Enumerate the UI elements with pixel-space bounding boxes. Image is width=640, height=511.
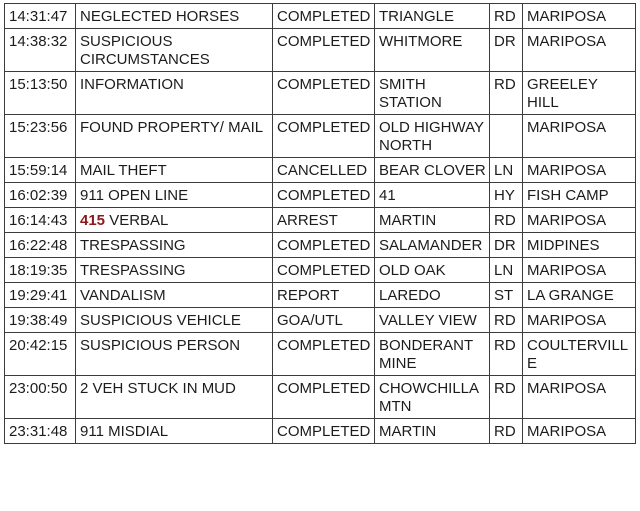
disposition-cell: COMPLETED	[273, 233, 375, 258]
street-suffix-cell: LN	[490, 258, 523, 283]
table-row	[5, 72, 636, 115]
street-cell: TRIANGLE	[375, 4, 490, 29]
table-row	[5, 183, 636, 208]
table-row	[5, 233, 636, 258]
disposition-cell: ARREST	[273, 208, 375, 233]
street-cell: BONDERANT MINE	[375, 333, 490, 376]
time-cell: 15:59:14	[5, 158, 76, 183]
city-cell: GREELEY HILL	[523, 72, 636, 115]
time-cell: 14:31:47	[5, 4, 76, 29]
time-cell: 20:42:15	[5, 333, 76, 376]
time-cell: 16:02:39	[5, 183, 76, 208]
table-row	[5, 283, 636, 308]
street-suffix-cell: ST	[490, 283, 523, 308]
time-cell: 16:14:43	[5, 208, 76, 233]
street-cell: MARTIN	[375, 208, 490, 233]
street-suffix-cell: RD	[490, 333, 523, 376]
description-cell: TRESPASSING	[76, 258, 273, 283]
city-cell: MARIPOSA	[523, 29, 636, 72]
street-suffix-cell: RD	[490, 72, 523, 115]
street-suffix-cell: HY	[490, 183, 523, 208]
street-cell: CHOWCHILLA MTN	[375, 376, 490, 419]
penal-code-highlight: 415	[80, 212, 106, 229]
description-cell: VANDALISM	[76, 283, 273, 308]
street-cell: WHITMORE	[375, 29, 490, 72]
street-cell: 41	[375, 183, 490, 208]
city-cell: MARIPOSA	[523, 4, 636, 29]
street-cell: SALAMANDER	[375, 233, 490, 258]
street-cell: BEAR CLOVER	[375, 158, 490, 183]
street-cell: SMITH STATION	[375, 72, 490, 115]
street-cell: VALLEY VIEW	[375, 308, 490, 333]
city-cell: FISH CAMP	[523, 183, 636, 208]
city-cell: MARIPOSA	[523, 258, 636, 283]
description-cell: TRESPASSING	[76, 233, 273, 258]
disposition-cell: COMPLETED	[273, 29, 375, 72]
time-cell: 14:38:32	[5, 29, 76, 72]
disposition-cell: COMPLETED	[273, 183, 375, 208]
description-cell: INFORMATION	[76, 72, 273, 115]
table-row	[5, 158, 636, 183]
city-cell: LA GRANGE	[523, 283, 636, 308]
disposition-cell: COMPLETED	[273, 333, 375, 376]
city-cell: MARIPOSA	[523, 115, 636, 158]
table-row	[5, 115, 636, 158]
time-cell: 18:19:35	[5, 258, 76, 283]
description-cell: SUSPICIOUS CIRCUMSTANCES	[76, 29, 273, 72]
street-cell: MARTIN	[375, 419, 490, 444]
description-cell: FOUND PROPERTY/ MAIL	[76, 115, 273, 158]
disposition-cell: GOA/UTL	[273, 308, 375, 333]
disposition-cell: COMPLETED	[273, 376, 375, 419]
street-suffix-cell: RD	[490, 4, 523, 29]
disposition-cell: COMPLETED	[273, 115, 375, 158]
city-cell: MARIPOSA	[523, 158, 636, 183]
table-row	[5, 419, 636, 444]
description-cell: 911 OPEN LINE	[76, 183, 273, 208]
disposition-cell: COMPLETED	[273, 72, 375, 115]
time-cell: 23:31:48	[5, 419, 76, 444]
disposition-cell: CANCELLED	[273, 158, 375, 183]
street-suffix-cell: DR	[490, 233, 523, 258]
time-cell: 15:23:56	[5, 115, 76, 158]
disposition-cell: COMPLETED	[273, 4, 375, 29]
time-cell: 19:38:49	[5, 308, 76, 333]
city-cell: COULTERVILLE	[523, 333, 636, 376]
street-suffix-cell: DR	[490, 29, 523, 72]
time-cell: 15:13:50	[5, 72, 76, 115]
description-cell: NEGLECTED HORSES	[76, 4, 273, 29]
time-cell: 16:22:48	[5, 233, 76, 258]
description-cell: SUSPICIOUS PERSON	[76, 333, 273, 376]
description-cell: SUSPICIOUS VEHICLE	[76, 308, 273, 333]
disposition-cell: REPORT	[273, 283, 375, 308]
city-cell: MARIPOSA	[523, 308, 636, 333]
street-suffix-cell: RD	[490, 419, 523, 444]
description-cell: 2 VEH STUCK IN MUD	[76, 376, 273, 419]
time-cell: 19:29:41	[5, 283, 76, 308]
table-row	[5, 333, 636, 376]
description-text: VERBAL	[109, 212, 169, 229]
city-cell: MARIPOSA	[523, 419, 636, 444]
street-suffix-cell: RD	[490, 208, 523, 233]
table-row	[5, 4, 636, 29]
table-row	[5, 376, 636, 419]
description-cell: MAIL THEFT	[76, 158, 273, 183]
table-row	[5, 308, 636, 333]
city-cell: MARIPOSA	[523, 208, 636, 233]
disposition-cell: COMPLETED	[273, 419, 375, 444]
call-log-table	[4, 3, 636, 444]
table-row	[5, 208, 636, 233]
table-row	[5, 258, 636, 283]
street-suffix-cell: LN	[490, 158, 523, 183]
street-cell: LAREDO	[375, 283, 490, 308]
street-suffix-cell	[490, 115, 523, 158]
street-cell: OLD OAK	[375, 258, 490, 283]
description-cell: 911 MISDIAL	[76, 419, 273, 444]
disposition-cell: COMPLETED	[273, 258, 375, 283]
street-suffix-cell: RD	[490, 376, 523, 419]
time-cell: 23:00:50	[5, 376, 76, 419]
street-suffix-cell: RD	[490, 308, 523, 333]
description-cell	[76, 208, 273, 233]
street-cell: OLD HIGHWAY NORTH	[375, 115, 490, 158]
table-row	[5, 29, 636, 72]
city-cell: MARIPOSA	[523, 376, 636, 419]
city-cell: MIDPINES	[523, 233, 636, 258]
